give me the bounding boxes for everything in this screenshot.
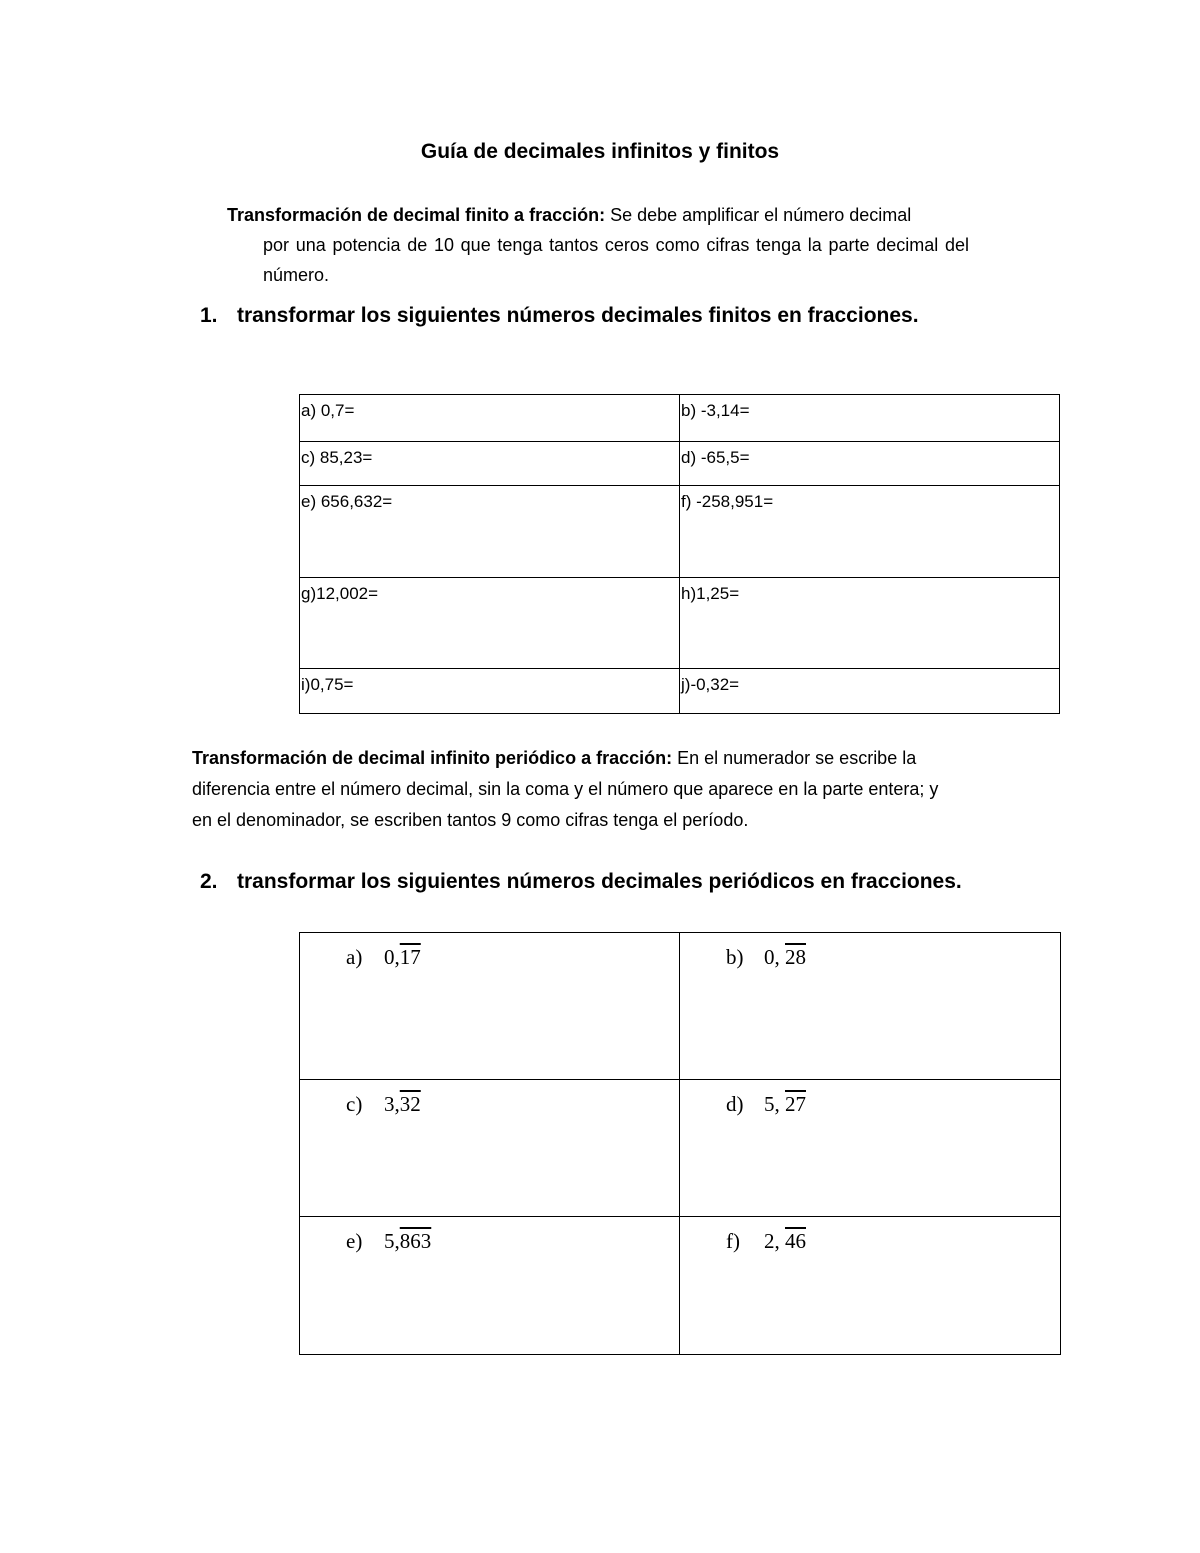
table-cell [300,933,680,1080]
table-cell: f) -258,951= [680,486,1060,578]
finite-intro-label: Transformación de decimal finito a fracción: [227,205,606,225]
item-whole: 5, [764,1092,785,1116]
table-cell [300,1080,680,1217]
item-label: d) [726,1092,744,1116]
item-period: 28 [785,945,806,969]
table-cell: b) -3,14= [680,395,1060,442]
item-label: c) [346,1092,363,1116]
table-cell [680,1080,1061,1217]
exercise-2-heading [200,870,962,894]
periodic-decimals-table [299,932,1061,1355]
page-title: Guía de decimales infinitos y finitos [420,140,780,163]
item-period: 46 [785,1229,806,1253]
periodic-intro-label: Transformación de decimal infinito periódico a fracción: [192,748,673,768]
exercise-2-number: 2. [200,870,218,893]
finite-intro-text-line1: Se debe amplificar el número decimal [605,205,912,225]
item-whole: 5, [384,1229,400,1253]
item-period: 17 [399,945,421,969]
table-cell: e) 656,632= [300,486,680,578]
table-cell: g)12,002= [300,578,680,669]
item-label: f) [726,1229,740,1253]
table-cell [680,933,1061,1080]
finite-intro [227,200,969,290]
table-cell [300,1217,680,1355]
exercise-2-text: transformar los siguientes números decimales periódicos en fracciones. [237,870,962,893]
table-cell: i)0,75= [300,669,680,714]
item-label: b) [726,945,744,969]
periodic-intro [192,743,962,836]
item-whole: 2, [764,1229,785,1253]
item-period: 863 [399,1229,432,1253]
table-cell: c) 85,23= [300,442,680,486]
item-label: e) [346,1229,363,1253]
periodic-intro-text: En el numerador se escribe la diferencia entre el número decimal, sin la coma y el número que aparece en la parte entera; y en el denominador, se escriben tantos 9 como cifras tenga el período. [192,748,939,830]
item-whole: 3, [384,1092,400,1116]
finite-intro-text-rest: por una potencia de 10 que tenga tantos ceros como cifras tenga la parte decimal del número. [263,235,969,285]
exercise-1-number: 1. [200,304,218,327]
table-cell: a) 0,7= [300,395,680,442]
table-cell: h)1,25= [680,578,1060,669]
item-period: 32 [399,1092,421,1116]
table-cell: j)-0,32= [680,669,1060,714]
table-cell [680,1217,1061,1355]
exercise-1-text: transformar los siguientes números decimales finitos en fracciones. [237,304,919,327]
item-label: a) [346,945,363,969]
finite-decimals-table [299,394,1060,714]
exercise-1-heading [200,304,919,328]
item-whole: 0, [384,945,400,969]
item-period: 27 [785,1092,806,1116]
table-cell: d) -65,5= [680,442,1060,486]
item-whole: 0, [764,945,785,969]
